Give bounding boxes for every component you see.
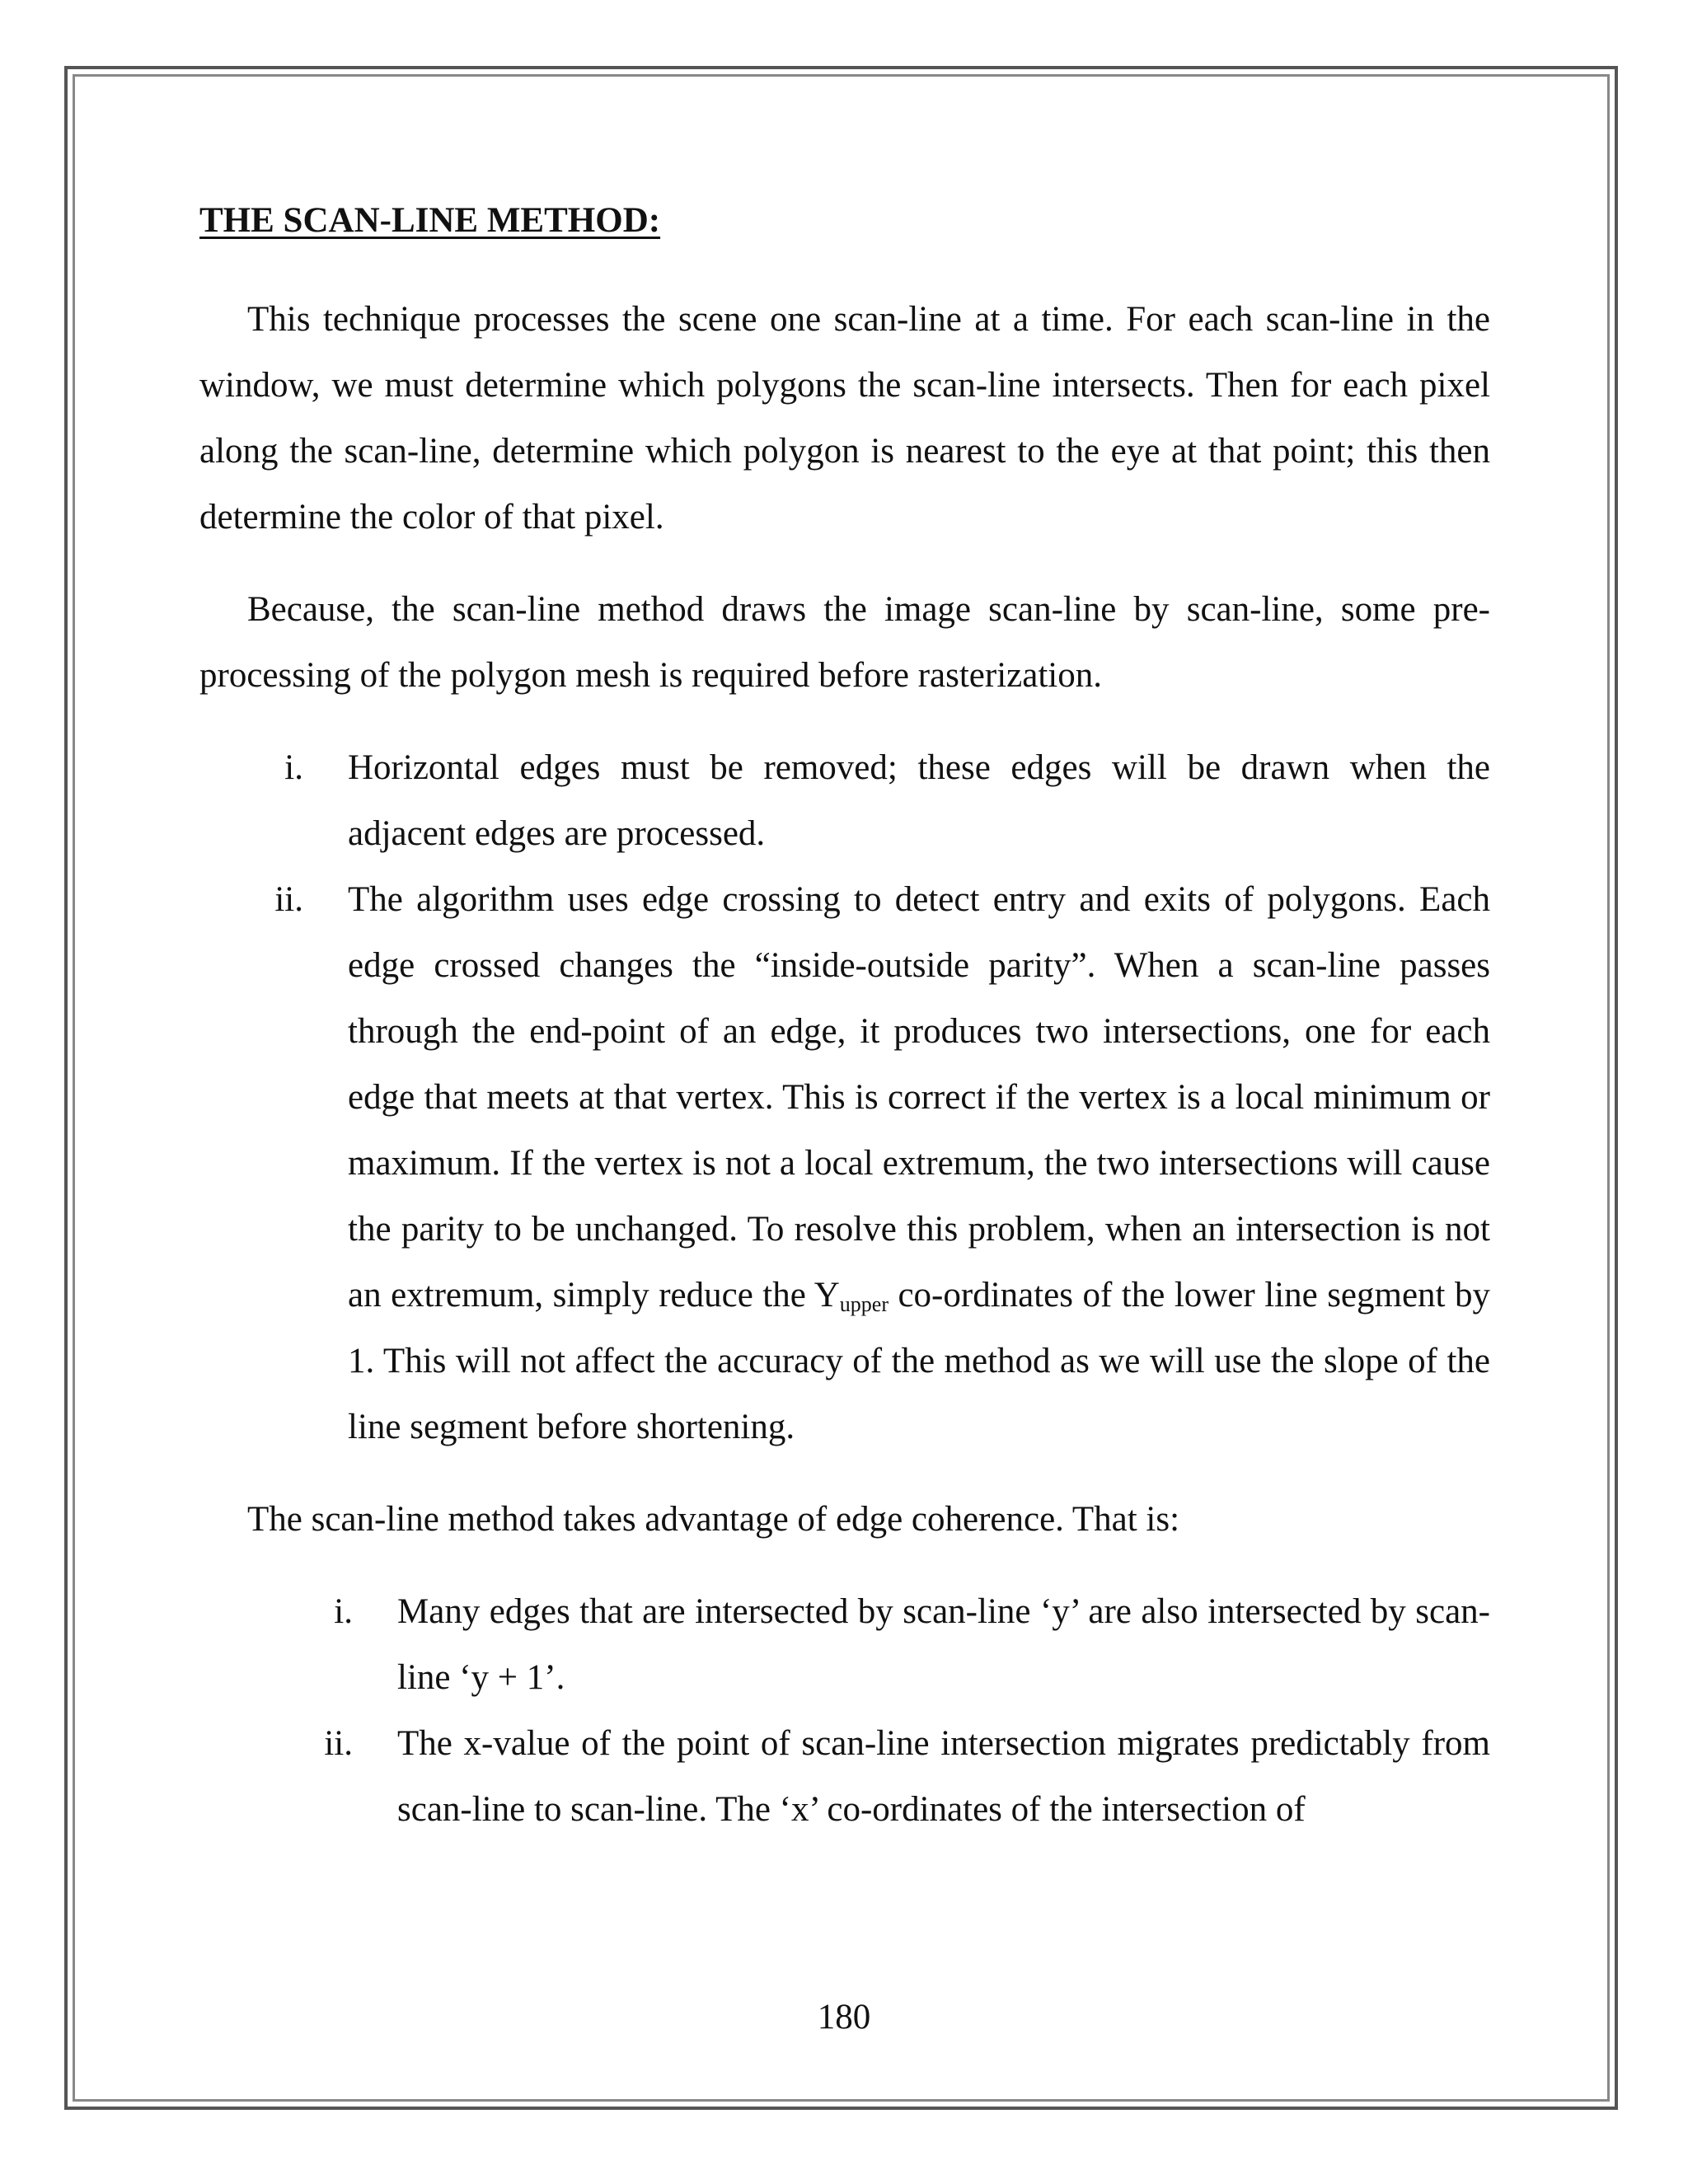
list-number: ii. xyxy=(324,1724,353,1763)
paragraph-intro: This technique processes the scene one scan-line at a time. For each scan-line in the window, we must determine which polygons the scan-line intersects. Then for each pixel along the scan-line, determine which polygon is nearest to the eye at that point; this then determine the color of that pixel. xyxy=(199,300,1490,537)
list-number: ii. xyxy=(274,880,303,919)
paragraph-coherence: The scan-line method takes advantage of edge coherence. That is: xyxy=(247,1500,1180,1539)
page-number: 180 xyxy=(817,1998,871,2036)
list-item xyxy=(199,1711,1490,1843)
list-item xyxy=(199,1579,1490,1711)
y-subscript: upper xyxy=(839,1292,889,1316)
y-variable: Y xyxy=(814,1276,840,1315)
page-content xyxy=(199,194,1490,1869)
list-item xyxy=(199,867,1490,1460)
list-number: i. xyxy=(334,1592,353,1631)
list-item-text: The x-value of the point of scan-line intersection migrates predictably from scan-line to scan-line. The ‘x’ co-ordinates of the intersection of xyxy=(397,1724,1490,1829)
list-item-text-part1: The algorithm uses edge crossing to detect entry and exits of polygons. Each edge crossed changes the “inside-outside parity”. When a scan-line passes through the end-point of an edge, it produces two intersections, one for each edge that meets at that vertex. This is correct if the vertex is a local minimum or maximum. If the vertex is not a local extremum, the two intersections will cause the parity to be unchanged. To resolve this problem, when an intersection is not an extremum, simply reduce the xyxy=(348,880,1490,1315)
list-number: i. xyxy=(284,748,303,787)
paragraph-preprocessing: Because, the scan-line method draws the image scan-line by scan-line, some pre-processing of the polygon mesh is required before rasterization. xyxy=(199,590,1490,695)
list-item xyxy=(199,735,1490,867)
coherence-list xyxy=(199,1579,1490,1843)
list-item-text: Horizontal edges must be removed; these edges will be drawn when the adjacent edges are processed. xyxy=(348,748,1490,853)
list-item-text-part2: co-ordinates of the lower line segment by 1. This will not affect the accuracy of the method as we will use the slope of the line segment before shortening. xyxy=(348,1276,1490,1446)
preprocessing-list xyxy=(199,735,1490,1460)
section-heading: THE SCAN-LINE METHOD: xyxy=(199,201,661,240)
list-item-text: Many edges that are intersected by scan-line ‘y’ are also intersected by scan-line ‘y + 1’. xyxy=(397,1592,1490,1697)
